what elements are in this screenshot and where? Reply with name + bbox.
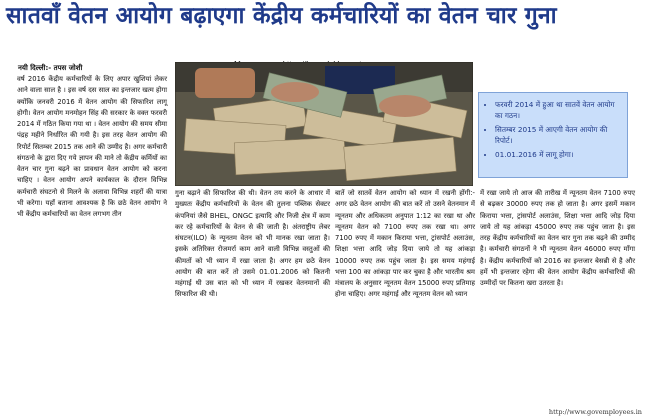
article-paragraph: गुना बढ़ाने की सिफारिश की थी। वेतन तय करने के आधार में मुख्यतः केंद्रीय कर्मचारियों के वेतन की तुलना पब्लिक सेक्टर कंपनियां जैसे BHEL, ONGC इत्यादि और निजी क्षेत्र में काम कर रहे कर्मचारियों के वेतन से की जाती है। अंतराष्ट्रीय लेबर संघटन(ILO) के न्यूनतम वेतन को भी मानक रखा जाता है। इसके अतिरिक्त रोजमर्रा काम आने वाली विभिन्न वस्तुओं की कीमतों को भी ध्यान में रखा जाता है। अगर हम छठे वेतन आयोग की बात करें तो उसमे 01.01.2006 को कितनी महंगाई थी उस बात को भी ध्यान में रखकर वेतनमानों की सिफारिश की थी। (175, 189, 330, 299)
headline: सातवाँ वेतन आयोग बढ़ाएगा केंद्रीय कर्मचारियों का वेतन चार गुना (6, 3, 557, 29)
article-paragraph: में रखा जाये तो आज की तारीख में न्यूनतम वेतन 7100 रुपए से बढ़कर 30000 रुपए तक हो जाता है। अगर इसमें मकान किराया भत्ता, ट्रांसपोर्ट अलाउंस, शिक्षा भत्ता आदि जोड़ दिया जाये तो यह आंकड़ा 45000 रुपए तक पहुंच जाता है। इस तरह केंद्रीय कर्मचारियों का वेतन चार गुना तक बढ़ने की उम्मीद है। कर्मचारी संगठनों ने भी न्यूनतम वेतन 46000 रुपए माँगा है। केंद्रीय कर्मचारियों को 2016 का इन्तजार बेसब्री से है और हमें भी इन्तजार रहेगा की वेतन आयोग केंद्रीय कर्मचारियों की उम्मीदों पर कितना खरा उतरता है। (480, 189, 635, 287)
footer-source-link[interactable]: http://www.govemployees.in (548, 408, 642, 416)
article-paragraph: वर्ष 2016 केंद्रीय कर्मचारियों के लिए अपार खुशियां लेकर आने वाला साल है । इस वर्ष दस साल का इन्तजार खत्म होगा क्योंकि जनवरी 2016 में वेतन आयोग की सिफारिश लागू होगी। वेतन आयोग मनमोहन सिंह की सरकार के वक्त फरवरी 2014 में गठित किया गया था । वेतन आयोग की समय सीमा पंद्रह महीने निर्धारित की गयी है। इस तरह वेतन आयोग की रिपोर्ट सितम्बर 2015 तक आने की उम्मीद है। अगर कर्मचारी संगठनो के द्वारा दिए गये ज्ञापन की माने तो केंद्रीय कर्मियों का वेतन चार गुना बढ़ने का प्रावधान वेतन आयोग को करना चाहिए । वेतन आयोग अपने कार्यकाल के दौरान विभिन्न कर्मचारी संघटनो से मिलने के अलावा विभिन्न शहरों की यात्रा भी करेगा। यहाँ बताना आवश्यक है कि छठे वेतन आयोग ने भी केंद्रीय कर्मचारियों का वेतन लगभग तीन (17, 75, 167, 218)
key-fact-item: • सितम्बर 2015 में आएगी वेतन आयोग की रिपोर्ट। (495, 124, 621, 146)
key-fact-item: • फरवरी 2014 में हुआ था सातवें वेतन आयोग का गठन। (495, 99, 621, 121)
key-facts-list (485, 99, 621, 160)
article-paragraph: बातें जो सातवें वेतन आयोग को ध्यान में रखनी होंगी:- अगर छठे वेतन आयोग की बात करें तो उसने वेतनमान में न्यूनतम और अधिकतम अनुपात 1:12 का रखा था और न्यूनतम वेतन को 7100 रुपए तक रखा था। अगर 7100 रुपए में मकान किराया भत्ता, ट्रांसपोर्ट अलाउंस, शिक्षा भत्ता आदि जोड़ दिया जाये तो यह आंकड़ा 10000 रुपए तक पहुंच जाता है। इस समय महंगाई भत्ता 100 का आंकड़ा पार कर चुका है और भारतीय श्रम मंत्रालय के अनुसार न्यूनतम वेतन 15000 रुपए प्रतिमाह होना चाहिए। अगर महंगाई और न्यूनतम वेतन को ध्यान (335, 189, 475, 299)
key-fact-item: • 01.01.2016 में लागू होगा। (495, 149, 621, 160)
dateline: नयी दिल्ली:- तपस जोशी (18, 64, 83, 72)
article-column-1 (17, 74, 167, 414)
key-facts-box (478, 92, 628, 178)
article-column-4 (480, 188, 635, 412)
article-column-2 (175, 188, 330, 412)
banknotes-photo (175, 62, 473, 186)
article-column-3 (335, 188, 475, 412)
